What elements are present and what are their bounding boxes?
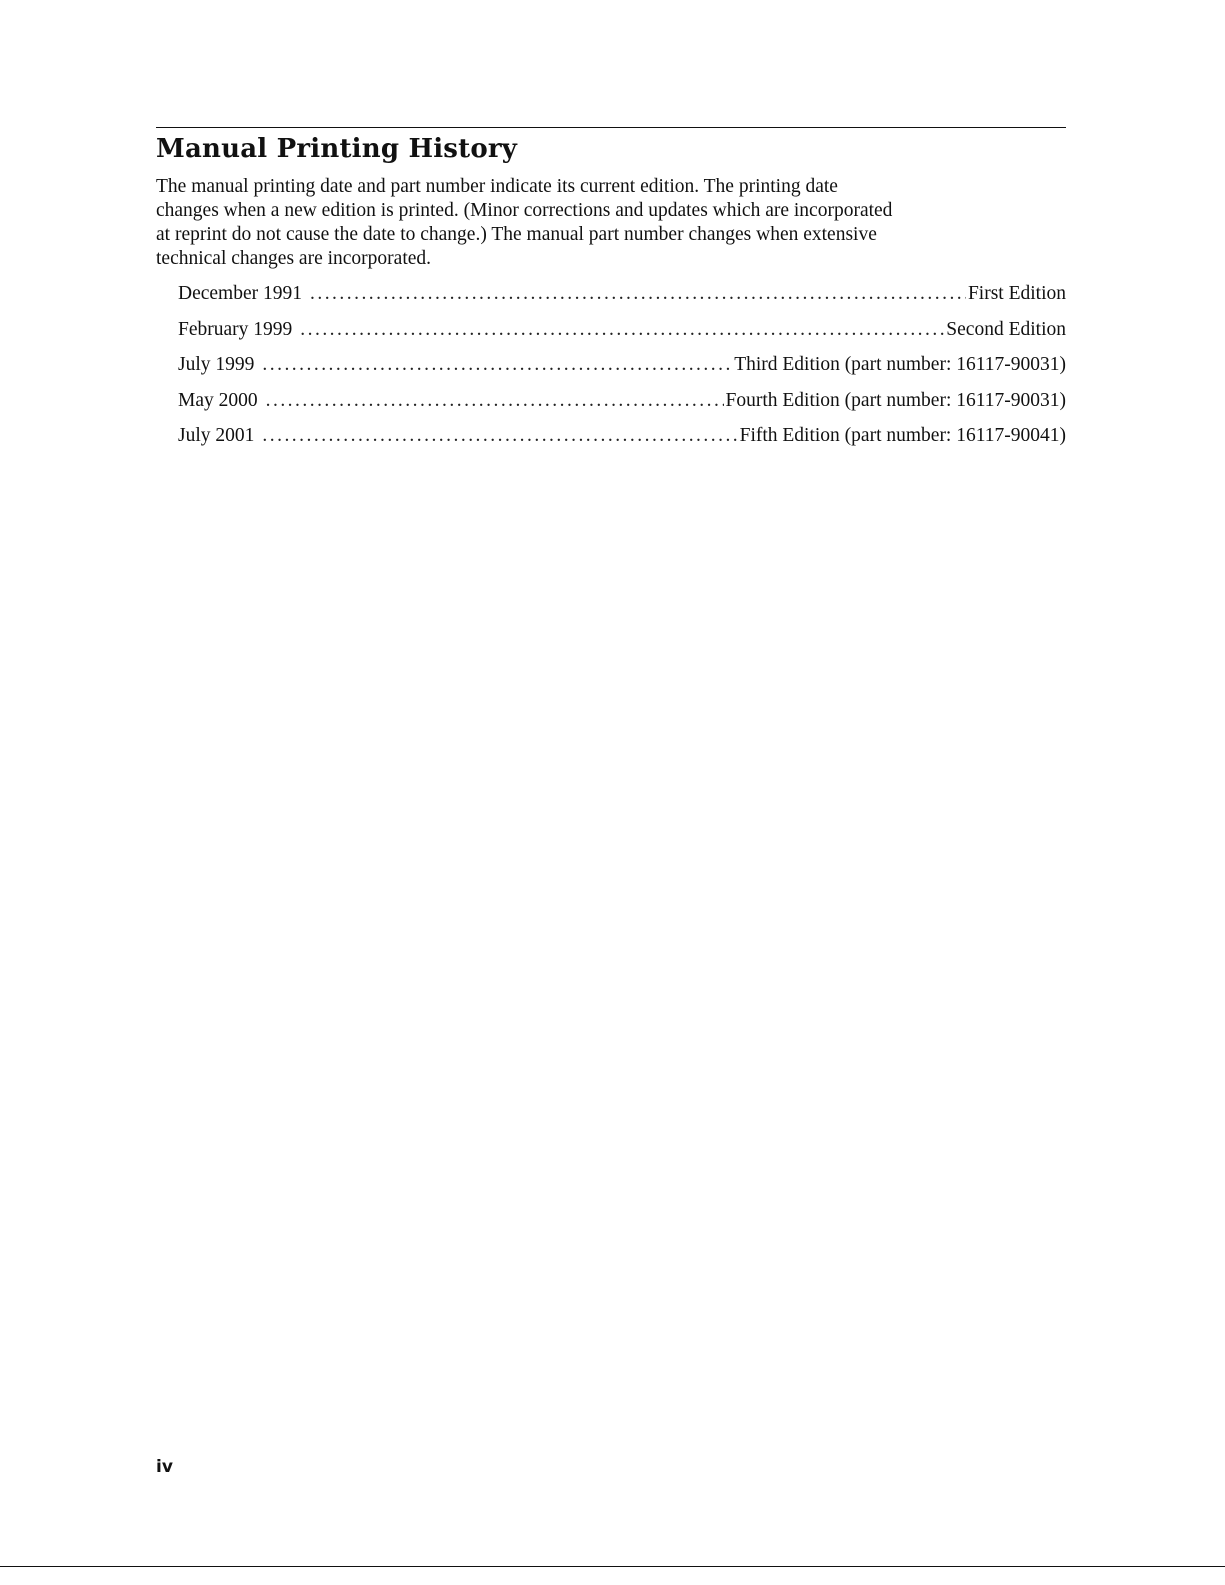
dot-leader xyxy=(262,423,737,449)
history-edition: Fifth Edition (part number: 16117-90041) xyxy=(739,425,1066,446)
intro-line: technical changes are incorporated. xyxy=(156,248,432,269)
history-edition: First Edition xyxy=(967,283,1066,304)
header-rule xyxy=(156,127,1066,128)
dot-leader xyxy=(262,352,732,378)
history-entry xyxy=(178,317,1066,353)
history-edition: Third Edition (part number: 16117-90031) xyxy=(734,354,1066,375)
history-edition: Second Edition xyxy=(946,318,1066,340)
intro-paragraph xyxy=(156,175,1056,271)
history-entry xyxy=(178,281,1066,317)
history-date: July 1999 xyxy=(178,354,255,375)
dot-leader xyxy=(310,281,966,307)
page-title: Manual Printing History xyxy=(156,134,518,164)
intro-line: The manual printing date and part number indicate its current edition. The printing date xyxy=(156,176,838,197)
history-edition: Fourth Edition (part number: 16117-90031) xyxy=(725,389,1066,411)
intro-line: at reprint do not cause the date to change.) The manual part number changes when extensive xyxy=(156,224,877,245)
history-date: February 1999 xyxy=(178,318,293,340)
intro-line: changes when a new edition is printed. (Minor corrections and updates which are incorporated xyxy=(156,200,893,221)
history-entry xyxy=(178,423,1066,459)
page-bottom-edge xyxy=(0,1566,1225,1567)
history-date: December 1991 xyxy=(178,283,302,304)
dot-leader xyxy=(266,388,724,414)
printing-history-list xyxy=(178,281,1066,459)
history-entry xyxy=(178,352,1066,388)
page-number: iv xyxy=(156,1457,173,1477)
history-entry xyxy=(178,388,1066,424)
history-date: May 2000 xyxy=(178,389,258,411)
history-date: July 2001 xyxy=(178,425,255,446)
dot-leader xyxy=(300,317,944,343)
